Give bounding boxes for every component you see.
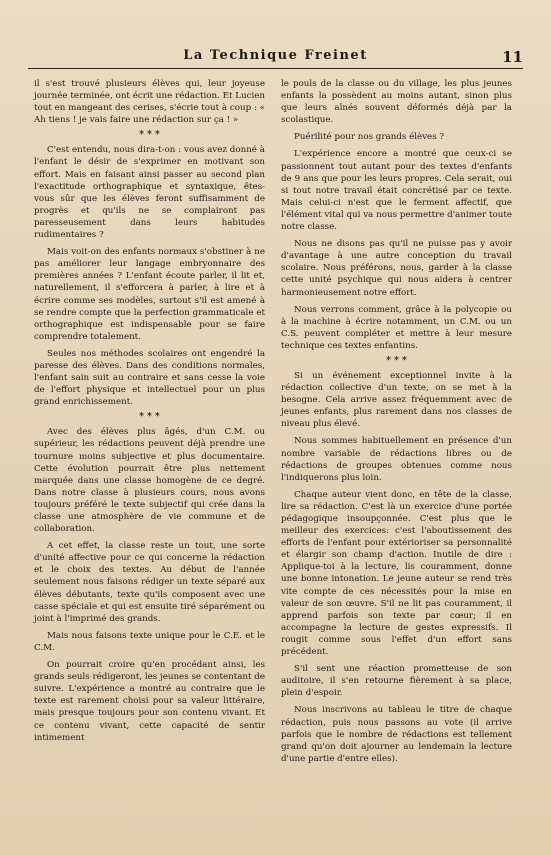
paragraph: Nous inscrivons au tableau le titre de chaque rédaction, puis nous passons au vote (il arrive parfois que le nombre de rédactions est tellement grand qu'on doit ajourner au lendemain la lecture d'une partie d'entre elles). — [281, 705, 512, 764]
running-header — [28, 48, 523, 66]
paragraph: Puérilité pour nos grands élèves ? — [294, 132, 445, 143]
paragraph: le pouls de la classe ou du village, les plus jeunes enfants la possèdent au moins autant, sinon plus que leurs aînés souvent déformés déjà par la scolastique. — [281, 79, 512, 126]
paragraph: Avec des élèves plus âgés, d'un C.M. ou supérieur, les rédactions peuvent déjà prendre une tournure moins subjective et plus documentaire. Cette évolution pourrait être plus nettement marquée dans une classe homogène de ce degré. Dans notre classe à plusieurs cours, nous avons toujours préféré le texte subjectif qui crée dans la classe une atmosphère de vie commune et de collaboration. — [34, 427, 265, 535]
paragraph: Seules nos méthodes scolaires ont engendré la paresse des élèves. Dans des conditions normales, l'enfant sain suit au contraire et sans cesse la voie de l'effort physique et intellectuel pour un plus grand enrichissement. — [34, 348, 265, 408]
paragraph: C'est entendu, nous dira-t-on : vous avez donné à l'enfant le désir de s'exprimer en motivant son effort. Mais en faisant ainsi passer au second plan l'exactitude orthographique et syntaxique, êtes-vous sûr que les élèves feront suffisamment de progrès et qu'ils ne se complairont pas paresseusement dans leurs habitudes rudimentaires ? — [34, 145, 265, 241]
paragraph: Si un événement exceptionnel invite à la rédaction collective d'un texte, on se met à la besogne. Cela arrive assez fréquemment avec de jeunes enfants, plus rarement dans nos classes de niveau plus élevé. — [281, 370, 512, 430]
paragraph: L'expérience encore a montré que ceux-ci se passionnent tout autant pour des textes d'enfants de 9 ans que pour les leurs propres. Cela serait, oui si tout notre travail était concrétisé par ce texte. Mais celui-ci n'est que le ferment affectif, que l'élément vital qui va nous permettre d'animer toute notre classe. — [281, 149, 512, 233]
paragraph: On pourrait croire qu'en procédant ainsi, les grands seuls rédigeront, les jeunes se contentant de suivre. L'expérience a montré au contraire que le texte est rarement choisi pour sa valeur littéraire, mais presque toujours pour son contenu vivant. Et ce contenu vivant, cette capacité de sentir intimement — [34, 660, 265, 743]
paragraph: Nous verrons comment, grâce à la polycopie ou à la machine à écrire notamment, un C.M. ou un C.S. peuvent compléter et mettre à leur mesure technique ces textes enfantins. — [281, 304, 512, 351]
section-separator: * * * — [386, 355, 407, 366]
paragraph: Mais voit-on des enfants normaux s'obstiner à ne pas améliorer leur langage embryonnaire des premières années ? L'enfant écoute parler, il lit et, naturellement, il s'efforcera à parler, à lire et à écrire comme ses modèles, surtout s'il est amené à se rendre compte que la perfection grammaticale et orthographique est indispensable pour se faire comprendre totalement. — [34, 247, 265, 342]
paragraph: Mais nous faisons texte unique pour le C.E. et le C.M. — [34, 630, 265, 653]
paragraph: A cet effet, la classe reste un tout, une sorte d'unité affective pour ce qui concerne la rédaction et le choix des textes. Au début de l'année seulement nous faisons rédiger un texte séparé aux élèves débutants, texte qu'ils composent avec une casse spéciale et qui est ensuite tiré séparément ou joint à l'imprimé des grands. — [34, 541, 265, 624]
paragraph: Chaque auteur vient donc, en tête de la classe, lire sa rédaction. C'est là un exercice d'une portée pédagogique insoupçonnée. C'est plus que le meilleur des exercices: c'est l'aboutissement des efforts de l'enfant pour extérioriser sa personnalité et élargir son champ d'action. Inutile de dire : Applique-toi à la lecture, lis couramment, donne une bonne intonation. Le jeune auteur se rend très vite compte de ces nécessités pour la mise en valeur de son œuvre. S'il ne lit pas couramment, il apprend parfois son texte par cœur; il en accompagne la lecture de gestes expressifs. Il rougit comme sous l'effet d'un effort sans précédent. — [281, 489, 512, 658]
section-separator: * * * — [139, 130, 160, 141]
paragraph: il s'est trouvé plusieurs élèves qui, leur joyeuse journée terminée, ont écrit une rédaction. Et Lucien tout en mangeant des cerises, s'écrie tout à coup : « Ah tiens ! je vais faire une rédaction sur ça ! » — [34, 79, 265, 126]
paragraph: S'il sent une réaction prometteuse de son auditoire, il s'en retourne fièrement à sa place, plein d'espoir. — [281, 664, 512, 699]
header-rule — [28, 68, 523, 69]
right-column — [281, 78, 512, 770]
section-separator: * * * — [139, 412, 160, 423]
left-column — [34, 78, 265, 749]
paragraph: Nous ne disons pas qu'il ne puisse pas y avoir d'avantage à une autre conception du travail scolaire. Nous préférons, nous, garder à la classe cette unité psychique qui nous aidera à centrer harmonieusement notre effort. — [281, 239, 512, 298]
journal-title: La Technique Freinet — [183, 48, 368, 63]
paragraph: Nous sommes habituellement en présence d'un nombre variable de rédactions libres ou de rédactions de groupes obtenues comme nous l'indiquerons plus loin. — [281, 436, 512, 483]
page-number: 11 — [502, 48, 523, 66]
